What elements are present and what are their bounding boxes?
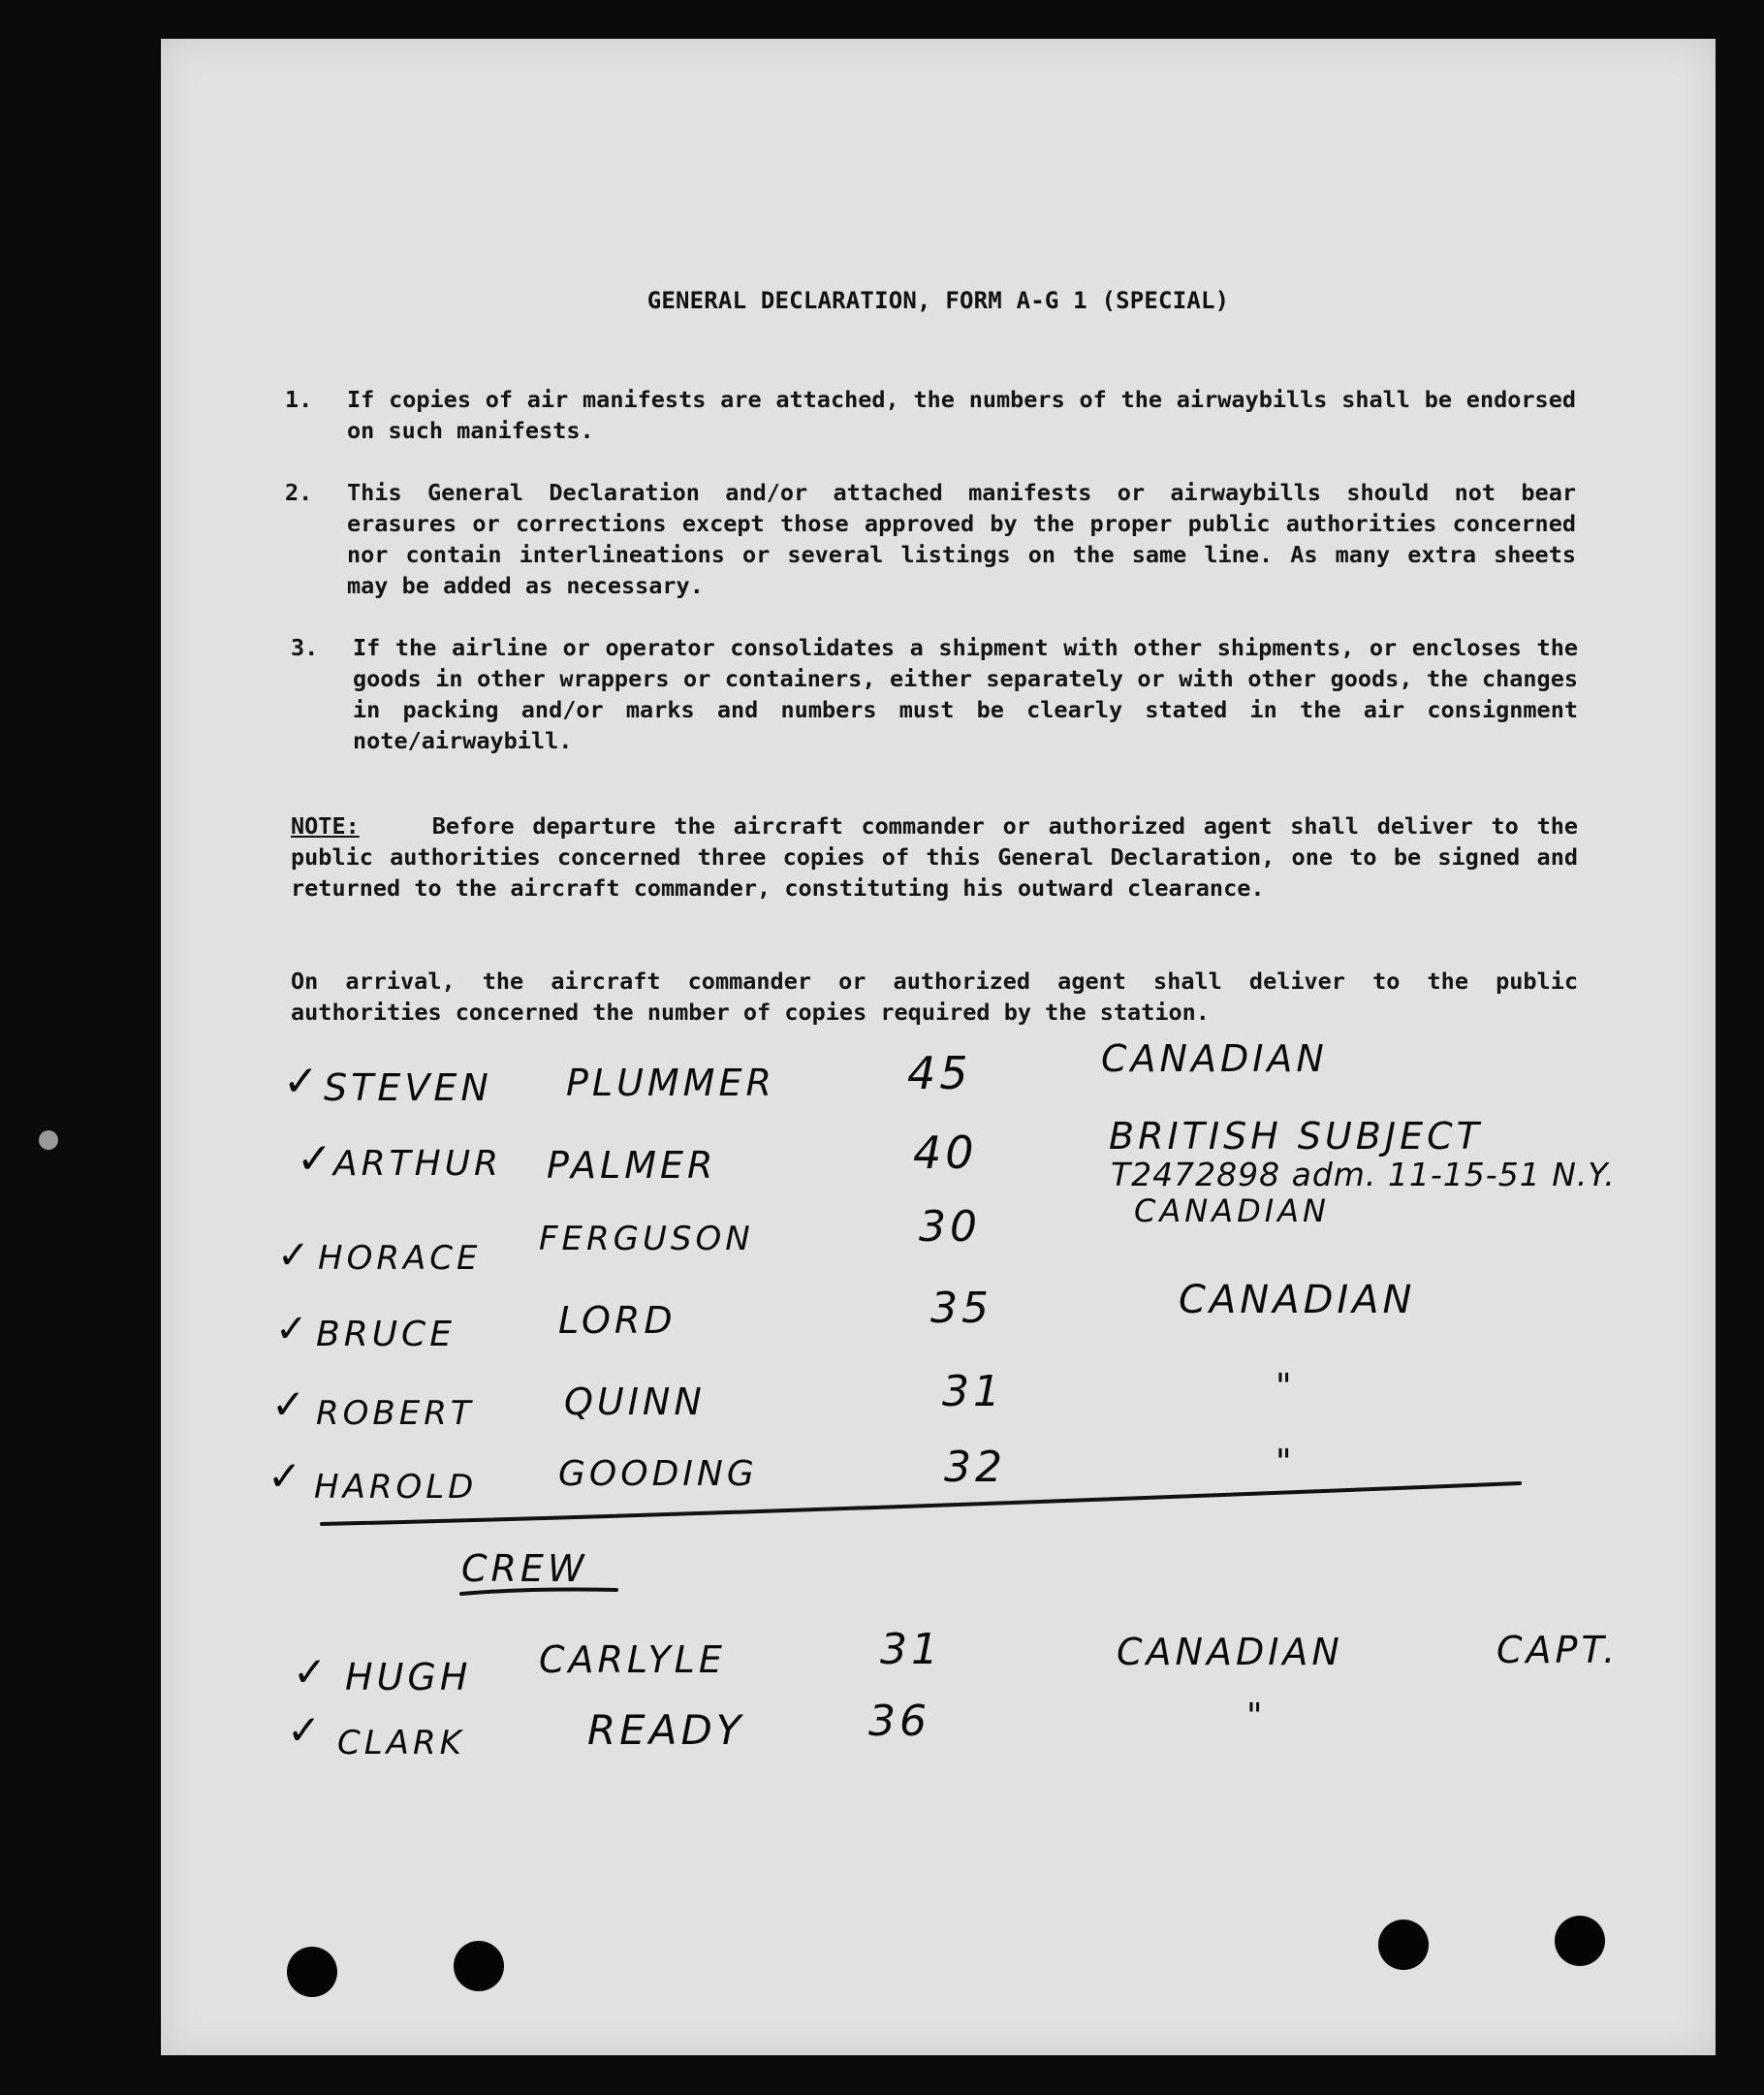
item-text-1: If copies of air manifests are attached, the numbers of the airwaybills shall be endorsed on such manifests. [347, 386, 1576, 444]
punch-hole-margin [39, 1130, 58, 1150]
punch-hole [1555, 1916, 1605, 1966]
passenger-first-name: ARTHUR [333, 1144, 503, 1184]
passenger-last-name: GOODING [558, 1454, 758, 1494]
passenger-first-name: STEVEN [324, 1066, 492, 1109]
form-title: GENERAL DECLARATION, FORM A-G 1 (SPECIAL) [646, 287, 1230, 314]
item-number-1: 1. [285, 386, 313, 413]
passenger-admission-note: T2472898 adm. 11-15-51 N.Y. [1111, 1156, 1616, 1193]
arrival-paragraph: On arrival, the aircraft commander or authorized agent shall deliver to the public authorities concerned the number of copies required by the station. [291, 968, 1578, 1026]
punch-hole [1378, 1920, 1429, 1970]
note-text: Before departure the aircraft commander or authorized agent shall deliver to the public authorities concerned three copies of this General Declaration, one to be signed and returned to the aircraft commander, constituting his outward clearance. [291, 812, 1579, 902]
punch-hole [287, 1947, 337, 1997]
crew-check: ✓ [287, 1706, 326, 1754]
passenger-age: 40 [913, 1127, 978, 1179]
item-number-3: 3. [291, 634, 319, 661]
crew-nationality: CANADIAN [1117, 1631, 1343, 1673]
passenger-last-name: QUINN [564, 1381, 706, 1423]
crew-age: 36 [868, 1697, 930, 1746]
passenger-last-name: PALMER [547, 1144, 717, 1187]
passenger-check: ✓ [283, 1057, 323, 1106]
passenger-nationality: CANADIAN [1134, 1192, 1330, 1229]
item-number-2: 2. [285, 479, 313, 506]
passenger-check: ✓ [275, 1307, 312, 1351]
passenger-nationality: CANADIAN [1179, 1278, 1416, 1322]
passenger-first-name: BRUCE [316, 1315, 456, 1354]
passenger-nationality: CANADIAN [1101, 1037, 1328, 1080]
passenger-first-name: ROBERT [316, 1394, 475, 1433]
passenger-check: ✓ [271, 1381, 310, 1428]
passenger-first-name: HORACE [318, 1239, 482, 1278]
item-text-2: This General Declaration and/or attached manifests or airwaybills should not bear erasures or corrections except those approved by the proper public authorities concerned nor contain interlineations or several listings on the same line. As many extra sheets may be added as necessary. [347, 479, 1576, 599]
document-page [161, 39, 1716, 2055]
passenger-check: ✓ [297, 1134, 336, 1184]
passenger-first-name: HAROLD [314, 1468, 478, 1507]
punch-hole [454, 1941, 504, 1991]
passenger-check: ✓ [268, 1452, 306, 1500]
passenger-nationality: " [1276, 1367, 1296, 1407]
passenger-last-name: PLUMMER [566, 1062, 775, 1104]
passenger-last-name: FERGUSON [539, 1220, 754, 1258]
crew-first-name: CLARK [337, 1724, 465, 1762]
crew-check: ✓ [293, 1648, 331, 1696]
crew-role: CAPT. [1496, 1629, 1620, 1671]
crew-nationality: " [1246, 1697, 1267, 1736]
crew-last-name: READY [587, 1706, 745, 1754]
passenger-age: 32 [944, 1443, 1006, 1492]
crew-last-name: CARLYLE [539, 1638, 726, 1681]
crew-first-name: HUGH [345, 1656, 472, 1698]
passenger-last-name: LORD [558, 1299, 677, 1342]
crew-underline [461, 1590, 616, 1595]
crew-heading: CREW [461, 1547, 588, 1590]
passenger-nationality: " [1276, 1443, 1296, 1482]
passenger-age: 35 [930, 1284, 992, 1333]
item-text-3: If the airline or operator consolidates a shipment with other shipments, or encloses the goods in other wrappers or containers, either separately or with other goods, the changes in packing and/or marks and numbers must be clearly stated in the air consignment note/airwaybill. [353, 634, 1578, 754]
passenger-divider-line [322, 1483, 1520, 1524]
note-label: NOTE: [291, 812, 360, 840]
passenger-nationality: BRITISH SUBJECT [1109, 1115, 1483, 1158]
crew-age: 31 [880, 1625, 942, 1674]
passenger-check: ✓ [277, 1233, 314, 1278]
passenger-age: 45 [907, 1047, 972, 1099]
passenger-age: 31 [942, 1367, 1004, 1416]
passenger-age: 30 [919, 1202, 981, 1252]
